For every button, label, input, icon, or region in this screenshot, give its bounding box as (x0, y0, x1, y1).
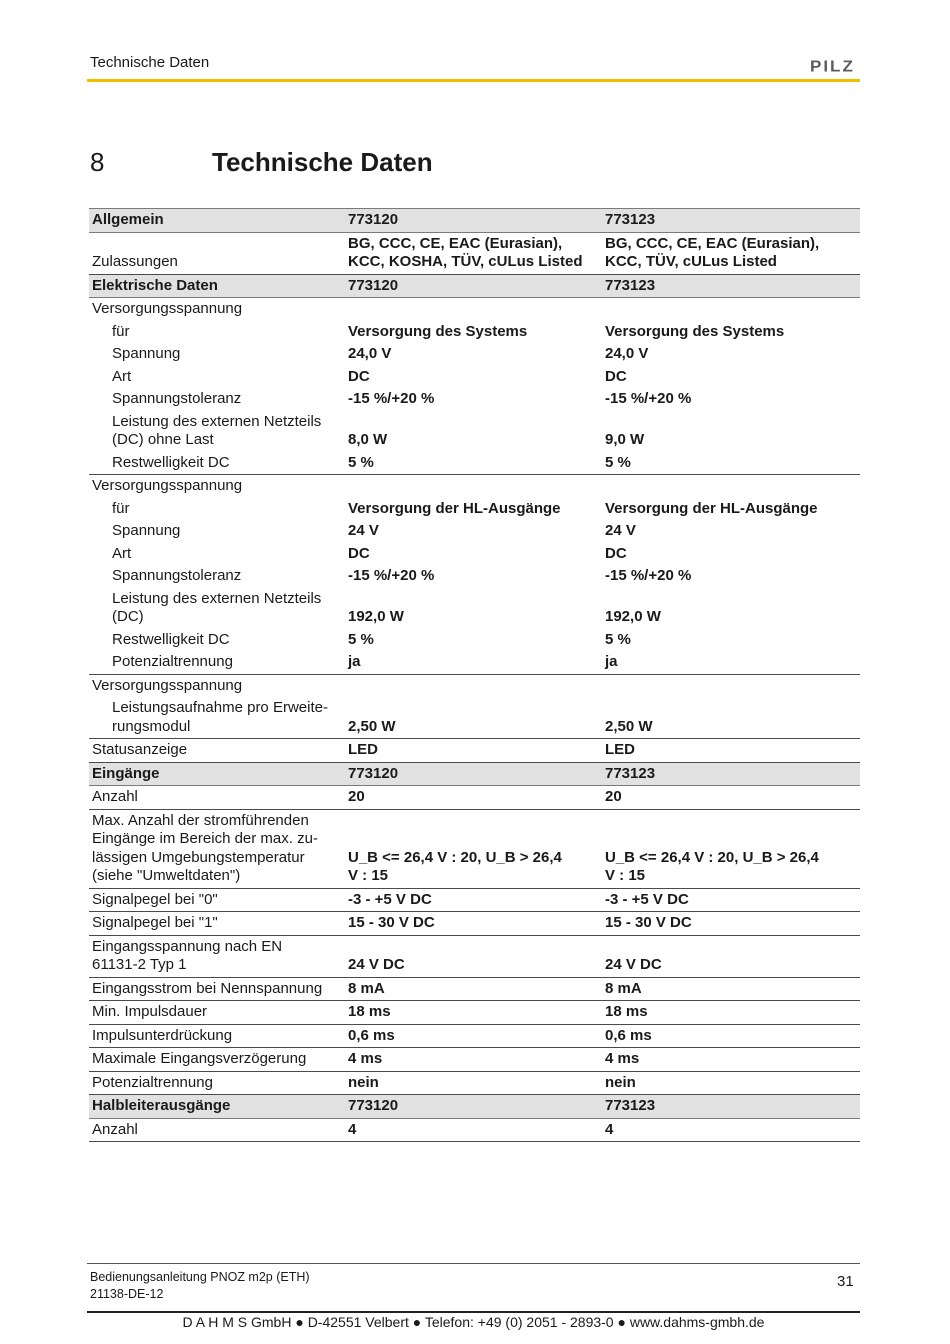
table-row (89, 1024, 860, 1048)
footer-rule-top (87, 1263, 860, 1264)
label-cell: Potenzialtrennung (89, 651, 345, 674)
section-label-cell: Eingänge (89, 762, 345, 786)
label-cell: für (112, 322, 130, 340)
table-row (89, 543, 860, 566)
value-773120-cell: 773120 (345, 1095, 602, 1119)
section-heading (90, 147, 433, 178)
table-row (89, 298, 860, 321)
running-header-title: Technische Daten (90, 54, 210, 71)
value-773123-cell: 15 - 30 V DC (602, 912, 860, 936)
value-773120-cell: 2,50 W (345, 697, 602, 739)
label-cell: Spannungstoleranz (112, 567, 242, 584)
value-773120-cell: 15 - 30 V DC (345, 912, 602, 936)
table-row (89, 629, 860, 652)
table-row (89, 651, 860, 674)
table-row (89, 565, 860, 588)
table-row (89, 520, 860, 543)
label-cell: Signalpegel bei "1" (89, 912, 345, 936)
footer-doc-title: Bedienungsanleitung PNOZ m2p (ETH) (90, 1270, 310, 1284)
label-cell: Leistungsaufnahme pro Erweite- rungsmodul (89, 697, 345, 739)
value-773120-cell: Versorgung des Systems (348, 322, 528, 340)
section-label-cell: Elektrische Daten (89, 274, 345, 298)
table-row (89, 498, 860, 521)
value-773120-cell: 24 V (348, 522, 379, 539)
value-773123-cell: -3 - +5 V DC (602, 888, 860, 912)
value-773123-cell: 20 (602, 786, 860, 810)
label-cell: Statusanzeige (89, 739, 345, 763)
value-773123-cell: 773123 (602, 762, 860, 786)
value-773123-cell: 2,50 W (602, 697, 860, 739)
table-row (89, 697, 860, 739)
value-773120-cell: U_B <= 26,4 V : 20, U_B > 26,4 V : 15 (345, 809, 602, 888)
label-cell: Versorgungsspannung (92, 300, 243, 317)
section-title: Technische Daten (212, 147, 433, 177)
value-773123-cell: DC (605, 367, 627, 385)
value-773123-cell: 4 ms (602, 1048, 860, 1072)
value-773120-cell: -15 %/+20 % (348, 567, 435, 584)
value-773123-cell: 4 (602, 1118, 860, 1142)
page-number: 31 (837, 1273, 854, 1290)
label-cell: Eingangsstrom bei Nennspannung (89, 977, 345, 1001)
value-773123-cell: Versorgung des Systems (605, 322, 785, 340)
value-773120-cell: 8,0 W (348, 431, 388, 448)
table-section-row (89, 1095, 860, 1119)
value-773123-cell (602, 475, 860, 498)
value-773123-cell: 773123 (602, 274, 860, 298)
label-cell: Anzahl (89, 1118, 345, 1142)
label-cell: Min. Impulsdauer (89, 1001, 345, 1025)
label-cell: Maximale Eingangsverzögerung (89, 1048, 345, 1072)
section-label-cell: Allgemein (89, 209, 345, 233)
table-row (89, 452, 860, 475)
value-773120-cell: 192,0 W (348, 608, 404, 625)
table-section-row (89, 274, 860, 298)
label-cell: Anzahl (89, 786, 345, 810)
label-cell: Spannungstoleranz (112, 390, 242, 407)
label-cell: Leistung des externen Netzteils (DC) (112, 589, 322, 625)
table-row (89, 1001, 860, 1025)
value-773123-cell: 24,0 V (605, 345, 649, 362)
value-773123-cell: 24 V DC (602, 935, 860, 977)
value-773120-cell: DC (348, 544, 370, 562)
footer-company-line: D A H M S GmbH ● D-42551 Velbert ● Telefon: +49 (0) 2051 - 2893-0 ● www.dahms-gmbh.de (182, 1314, 765, 1330)
table-section-row (89, 762, 860, 786)
value-773120-cell: 24 V DC (345, 935, 602, 977)
value-773120-cell: Versorgung der HL-Ausgänge (348, 499, 561, 517)
value-773123-cell: -15 %/+20 % (605, 390, 692, 407)
table-row (89, 888, 860, 912)
footer-document-info (90, 1269, 310, 1303)
value-773123-cell (602, 674, 860, 697)
value-773123-cell: DC (605, 544, 627, 562)
label-cell: Restwelligkeit DC (89, 452, 345, 475)
label-cell: Versorgungsspannung (92, 676, 243, 694)
value-773120-cell (345, 298, 602, 321)
value-773120-cell: ja (345, 651, 602, 674)
value-773123-cell: 18 ms (602, 1001, 860, 1025)
value-773120-cell: 5 % (345, 452, 602, 475)
technical-data-table (89, 208, 860, 1142)
value-773120-cell: DC (348, 367, 370, 385)
label-cell: Spannung (112, 522, 181, 539)
label-cell: für (112, 499, 130, 517)
label-cell: Leistung des externen Netzteils (DC) ohne Last (112, 412, 322, 448)
value-773120-cell (345, 475, 602, 498)
footer-rule-bottom (87, 1311, 860, 1313)
table-row (89, 232, 860, 274)
section-number: 8 (90, 147, 105, 177)
value-773123-cell (602, 298, 860, 321)
value-773120-cell: 4 (345, 1118, 602, 1142)
table-row (89, 343, 860, 366)
header-rule (87, 79, 860, 82)
table-row (89, 1118, 860, 1142)
label-cell: Potenzialtrennung (89, 1071, 345, 1095)
value-773120-cell: 18 ms (345, 1001, 602, 1025)
value-773120-cell: 773120 (345, 209, 602, 233)
table-row (89, 977, 860, 1001)
label-cell: Zulassungen (89, 232, 345, 274)
table-row (89, 809, 860, 888)
value-773120-cell: -15 %/+20 % (348, 390, 435, 407)
value-773120-cell: 20 (345, 786, 602, 810)
value-773120-cell: LED (345, 739, 602, 763)
value-773123-cell: 773123 (602, 1095, 860, 1119)
value-773123-cell: BG, CCC, CE, EAC (Eurasian), KCC, TÜV, cULus Listed (602, 232, 860, 274)
label-cell: Restwelligkeit DC (112, 630, 230, 648)
value-773120-cell: 24,0 V (348, 345, 392, 362)
value-773123-cell: nein (602, 1071, 860, 1095)
value-773120-cell (345, 674, 602, 697)
value-773123-cell: ja (602, 651, 860, 674)
table-row (89, 739, 860, 763)
table-row (89, 366, 860, 389)
value-773120-cell: 773120 (345, 274, 602, 298)
label-cell: Art (112, 544, 132, 562)
table-row (89, 411, 860, 452)
table-section-row (89, 209, 860, 233)
value-773123-cell: 192,0 W (605, 608, 661, 625)
value-773120-cell: 0,6 ms (345, 1024, 602, 1048)
technical-data-body (89, 209, 860, 1142)
value-773123-cell: Versorgung der HL-Ausgänge (605, 499, 818, 517)
value-773123-cell: LED (602, 739, 860, 763)
pilz-logo: PILZ (810, 58, 855, 76)
value-773120-cell: 773120 (345, 762, 602, 786)
table-row (89, 935, 860, 977)
table-row (89, 912, 860, 936)
table-row (89, 475, 860, 498)
value-773123-cell: 8 mA (602, 977, 860, 1001)
table-row (89, 674, 860, 697)
table-row (89, 321, 860, 344)
value-773123-cell: 773123 (602, 209, 860, 233)
value-773123-cell: U_B <= 26,4 V : 20, U_B > 26,4 V : 15 (602, 809, 860, 888)
table-row (89, 588, 860, 629)
value-773123-cell: 5 % (605, 630, 631, 648)
value-773123-cell: 0,6 ms (602, 1024, 860, 1048)
value-773120-cell: 4 ms (345, 1048, 602, 1072)
table-row (89, 786, 860, 810)
label-cell: Max. Anzahl der stromführenden Eingänge im Bereich der max. zu- lässigen Umgebungstemperatur (siehe "Umweltdaten") (89, 809, 345, 888)
value-773120-cell: 8 mA (345, 977, 602, 1001)
value-773123-cell: 24 V (605, 522, 636, 539)
table-row (89, 388, 860, 411)
label-cell: Versorgungsspannung (92, 477, 243, 494)
value-773120-cell: nein (345, 1071, 602, 1095)
section-label-cell: Halbleiterausgänge (89, 1095, 345, 1119)
value-773123-cell: 5 % (602, 452, 860, 475)
table-row (89, 1071, 860, 1095)
label-cell: Art (112, 367, 132, 385)
label-cell: Impulsunterdrückung (89, 1024, 345, 1048)
value-773120-cell: -3 - +5 V DC (345, 888, 602, 912)
label-cell: Spannung (112, 345, 181, 362)
table-row (89, 1048, 860, 1072)
label-cell: Signalpegel bei "0" (89, 888, 345, 912)
label-cell: Eingangsspannung nach EN 61131-2 Typ 1 (89, 935, 345, 977)
value-773120-cell: BG, CCC, CE, EAC (Eurasian), KCC, KOSHA, TÜV, cULus Listed (345, 232, 602, 274)
value-773123-cell: 9,0 W (605, 431, 645, 448)
footer-doc-number: 21138-DE-12 (90, 1287, 164, 1301)
value-773123-cell: -15 %/+20 % (605, 567, 692, 584)
value-773120-cell: 5 % (348, 630, 374, 648)
